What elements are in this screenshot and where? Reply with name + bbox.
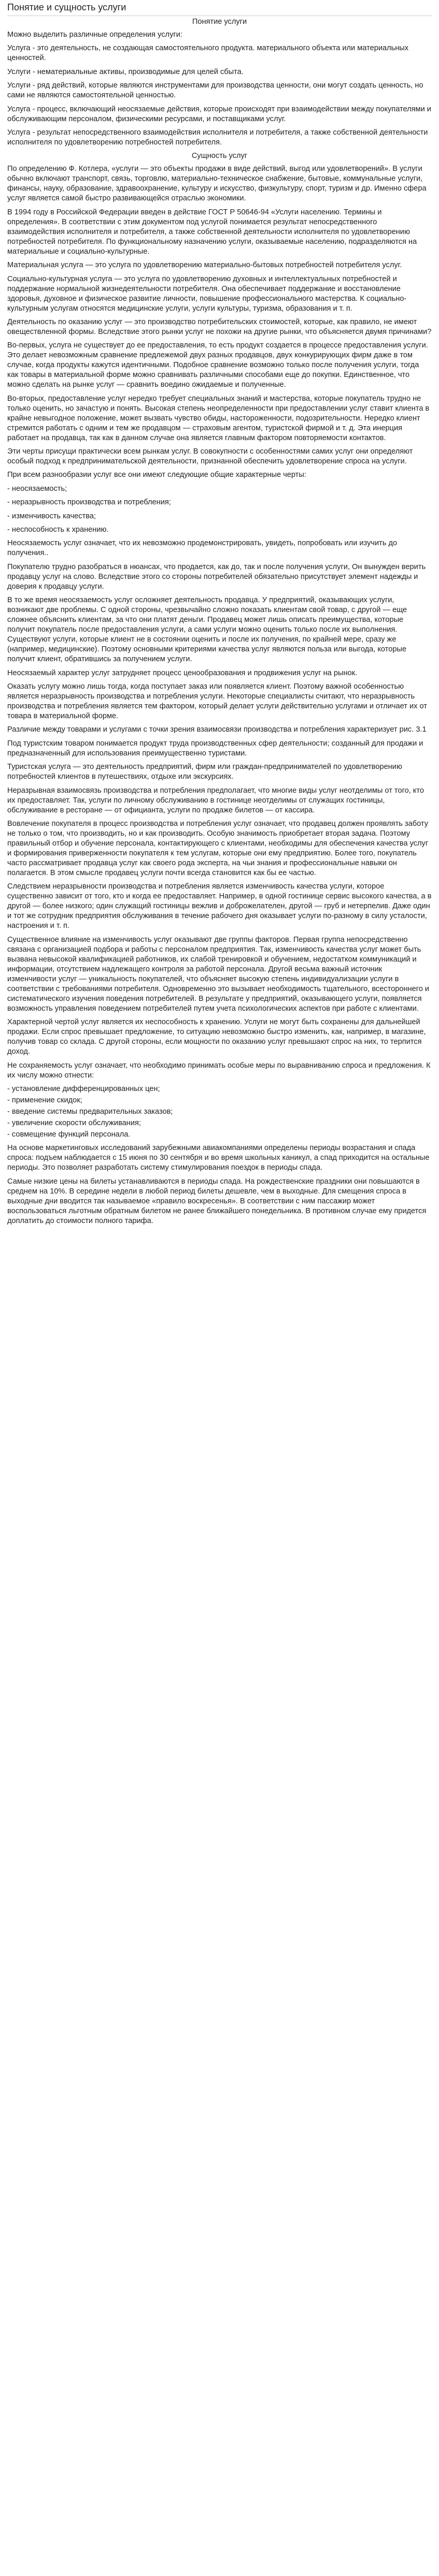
document-body: [7, 17, 432, 1226]
section-heading: Сущность услуг: [191, 152, 248, 161]
paragraph: Услуга - это деятельность, не создающая самостоятельного продукта. материального объекта или материальных ценностей.: [7, 44, 409, 63]
paragraph: Деятельность по оказанию услуг — это производство потребительских стоимостей, которые, как правило, не имеют овеществленной формы. Вследствие этого рынки услуг не похожи на другие рынки, что объясняется двумя причинами?: [7, 317, 432, 336]
document: [0, 0, 439, 1236]
paragraph: Услуга - результат непосредственного взаимодействия исполнителя и потребителя, а также собственной деятельности исполнителя по удовлетворению потребностей потребителя.: [7, 128, 428, 147]
paragraph: Самые низкие цены на билеты устанавливаются в периоды спада. На рождественские праздники они повышаются в среднем на 10%. В середине недели в любой период билеты дешевле, чем в выходные. Для смещения спроса в выходные дни вводится так называемое «правило воскресенья». В соответствии с ним пассажир может воспользоваться льготным обратным билетом не ранее ближайшего понедельника. В противном случае ему придется доплатить до стоимости полного тарифа.: [7, 1177, 427, 1225]
paragraph: - введение системы предварительных заказов;: [7, 1107, 173, 1116]
paragraph: Во-вторых, предоставление услуг нередко требует специальных знаний и мастерства, которые покупатель трудно не только оценить, но зачастую и понять. Высокая степень неопределенности при предоставлении услуг ставит клиента в крайне невыгодное положение, может вызвать чувство обиды, настороженности, подозрительности. Нередко клиент стремится работать с одним и тем же продавцом — страховым агентом, туристской фирмой и т. д. Эта инерция работает на продавца, так как в данном случае она является главным фактором повторяемости контактов.: [7, 394, 430, 442]
paragraph: Услуги - ряд действий, которые являются инструментами для производства ценности, они могут создать ценность, но сами не являются самостоятельной ценностью.: [7, 81, 423, 100]
paragraph: Покупателю трудно разобраться в нюансах, что продается, как до, так и после получения услуги, Он вынужден верить продавцу услуг на слово. Вследствие этого со стороны потребителей обязательно присутствует элемент надежды и доверия к продавцу услуги.: [7, 562, 426, 591]
paragraph: Следствием неразрывности производства и потребления является изменчивость качества услуги, которое существенно зависит от того, кто и когда ее предоставляет. Например, в одной гостинице сервис высокого качества, а в другой — более низкого; один служащий гостиницы вежлив и доброжелателен, другой — груб и нетерпелив. Даже один и тот же сотрудник предприятия обслуживания в течение рабочего дня оказывает услуги по-разному в силу усталости, настроения и т. п.: [7, 882, 432, 930]
paragraph: Неосязаемость услуг означает, что их невозможно продемонстрировать, увидеть, попробовать или изучить до получения..: [7, 539, 398, 558]
paragraph: - применение скидок;: [7, 1096, 82, 1104]
paragraph: Различие между товарами и услугами с точки зрения взаимосвязи производства и потребления характеризует рис. 3.1: [7, 725, 427, 734]
paragraph: Эти черты присущи практически всем рынкам услуг. В совокупности с особенностями самих услуг они определяют особый подход к предпринимательской деятельности, признанной обеспечить удовлетворение спроса на услуги.: [7, 447, 413, 466]
paragraph: На основе маркетинговых исследований зарубежными авиакомпаниями определены периоды возрастания и спада спроса: подъем наблюдается с 15 июня по 30 сентября и во время школьных каникул, а спад приходится на остальные периоды. Это позволяет разработать систему стимулирования поездок в периоды спада.: [7, 1144, 430, 1172]
paragraph: Неосязаемый характер услуг затрудняет процесс ценообразования и продвижения услуг на рынок.: [7, 668, 358, 677]
paragraph: В то же время неосязаемость услуг осложняет деятельность продавца. У предприятий, оказывающих услуги, возникают две проблемы. С одной стороны, чрезвычайно сложно показать клиентам свой товар, с другой — еще сложнее объяснить клиентам, за что они платят деньги. Продавец может лишь описать преимущества, которые получит покупатель после предоставления услуги, а сами услуги можно оценить только после их выполнения. Существуют услуги, которые клиент не в состоянии оценить и после их получения, по крайней мере, сразу же (например, медицинские). Поэтому основными критериями качества услуг являются польза или выгода, которые получит клиент, обратившись за получением услуги.: [7, 596, 407, 664]
paragraph: Можно выделить различные определения услуги:: [7, 31, 182, 39]
paragraph: Характерной чертой услуг является их неспособность к хранению. Услуги не могут быть сохранены для дальнейшей продажи. Если спрос превышает предложение, то ситуацию невозможно быстро изменить, как, например, в магазине, получив товар со склада. С другой стороны, если мощности по оказанию услуг превышают спрос на них, то терпится доход.: [7, 1018, 426, 1056]
paragraph: Во-первых, услуга не существует до ее предоставления, то есть продукт создается в процессе предоставления услуги. Это делает невозможным сравнение предлежемой двух разных продавцов, двух конкурирующих фирм даже в том случае, когда продукты кажутся идентичными. Подобное сравнение возможно только после получения услуги, тогда как товары в материальной форме можно сравнивать различными способами еще до покупки. Единственное, что можно сделать на рынке услуг — сравнить воедино ожидаемые и полученные.: [7, 341, 428, 389]
paragraph: - неосязаемость;: [7, 484, 67, 493]
paragraph: - изменчивость качества;: [7, 512, 96, 520]
paragraph: Материальная услуга — это услуга по удовлетворению материально-бытовых потребностей потребителя услуг.: [7, 261, 402, 270]
section-heading: Понятие услуги: [192, 18, 247, 26]
paragraph: Под туристским товаром понимается продукт труда производственных сфер деятельности; созданный для продажи и предназначенный для использования преимущественно туристами.: [7, 739, 423, 758]
paragraph: Социально-культурная услуга — это услуга по удовлетворению духовных и интеллектуальных потребностей и поддержание нормальной жизнедеятельности потребителя. Она обеспечивает поддержание и восстановление здоровья, духовное и физическое развитие личности, повышение профессионального мастерства. К социально-культурным услугам относятся медицинские услуги, услуги культуры, туризма, образования и т. п.: [7, 274, 407, 313]
paragraph: - совмещение функций персонала.: [7, 1130, 131, 1139]
paragraph: - неспособность к хранению.: [7, 526, 109, 534]
paragraph: При всем разнообразии услуг все они имеют следующие общие характерные черты:: [7, 471, 306, 479]
paragraph: Туристская услуга — это деятельность предприятий, фирм или граждан-предпринимателей по удовлетворению потребностей клиентов в путешествиях, отдыхе или экскурсиях.: [7, 763, 402, 781]
paragraph: Услуга - процесс, включающий неосязаемые действия, которые происходят при взаимодействии между покупателями и обслуживающим персоналом, физическими ресурсами, и поставщиками услуг.: [7, 105, 431, 123]
paragraph: По определению Ф. Котлера, «услуги — это объекты продажи в виде действий, выгод или удовлетворений». В услуги обычно включают транспорт, связь, торговлю, материально-техническое снабжение, бытовые, коммунальные услуги, финансы, науку, образование, здравоохранение, культуру и искусство, физкультуру, спорт, туризм и др. Именно сфера услуг является самой быстро развивающейся отраслью экономики.: [7, 165, 427, 203]
paragraph: Не сохраняемость услуг означает, что необходимо принимать особые меры по выравниванию спроса и предложения. К их числу можно отнести:: [7, 1061, 431, 1080]
page-title: Понятие и сущность услуги: [7, 1, 432, 16]
paragraph: Вовлечение покупателя в процесс производства и потребления услуг означает, что продавец должен проявлять заботу не только о том, что производить, но и как производить. Особую значимость приобретает вторая задача. Поэтому правильный отбор и обучение персонала, контактирующего с клиентами, необходимы для обеспечения качества услуг и формирования приверженности покупателя к тем услугам, которые они ему предприятию. Более того, покупатель часто рассматривает продавца услуг как своего рода эксперта, на чьи знания и профессиональные навыки он полагается. В этом смысле продавец услуги почти всегда становится как бы ее частью.: [7, 819, 429, 877]
paragraph: - неразрывность производства и потребления;: [7, 498, 171, 507]
paragraph: - установление дифференцированных цен;: [7, 1084, 160, 1093]
paragraph: Существенное влияние на изменчивость услуг оказывают две группы факторов. Первая группа непосредственно связана с организацией подбора и работы с персоналом предприятия. Так, изменчивость качества услуг может быть вызвана невысокой квалификацией работников, их слабой тренировкой и обучением, недостатком коммуникаций и информации, отсутствием надлежащего контроля за работой персонала. Другой весьма важный источник изменчивости услуг — уникальность покупателей, что объясняет высокую степень индивидуализации услуги в соответствии с требованиями потребителя. Одновременно это вызывает необходимость тщательного, всестороннего и систематического изучения поведения потребителей. В результате у предприятий, оказывающего услуги, появляется возможность управления поведением потребителей путем учета психологических аспектов при работе с клиентами.: [7, 935, 430, 1013]
paragraph: - увеличение скорости обслуживания;: [7, 1118, 141, 1127]
paragraph: В 1994 году в Российской Федерации введен в действие ГОСТ Р 50646-94 «Услуги населению. Термины и определения». В соответствии с этим документом под услугой понимается результат непосредственного взаимодействия исполнителя и потребителя, а также собственной деятельности исполнителя по удовлетворению потребностей потребителя. По функциональному назначению услуги, оказываемые населению, подразделяются на материальные и социально-культурные.: [7, 208, 417, 256]
paragraph: Услуги - нематериальные активы, производимые для целей сбыта.: [7, 67, 244, 76]
paragraph: Неразрывная взаимосвязь производства и потребления предполагает, что многие виды услуг неотделимы от того, кто их предоставляет. Так, услуги по личному обслуживанию в гостинице неотделимы от служащих гостиницы, обслуживание в ресторане — от официанта, услуги по продаже билетов — от кассира.: [7, 786, 424, 814]
paragraph: Оказать услугу можно лишь тогда, когда поступает заказ или появляется клиент. Поэтому важной особенностью является неразрывность производства и потребления услуги. Некоторые специалисты считают, что неразрывность производства и потребления является тем фактором, который делает услуги действительно услугами и отличает их от товара в материальной форме.: [7, 682, 427, 720]
